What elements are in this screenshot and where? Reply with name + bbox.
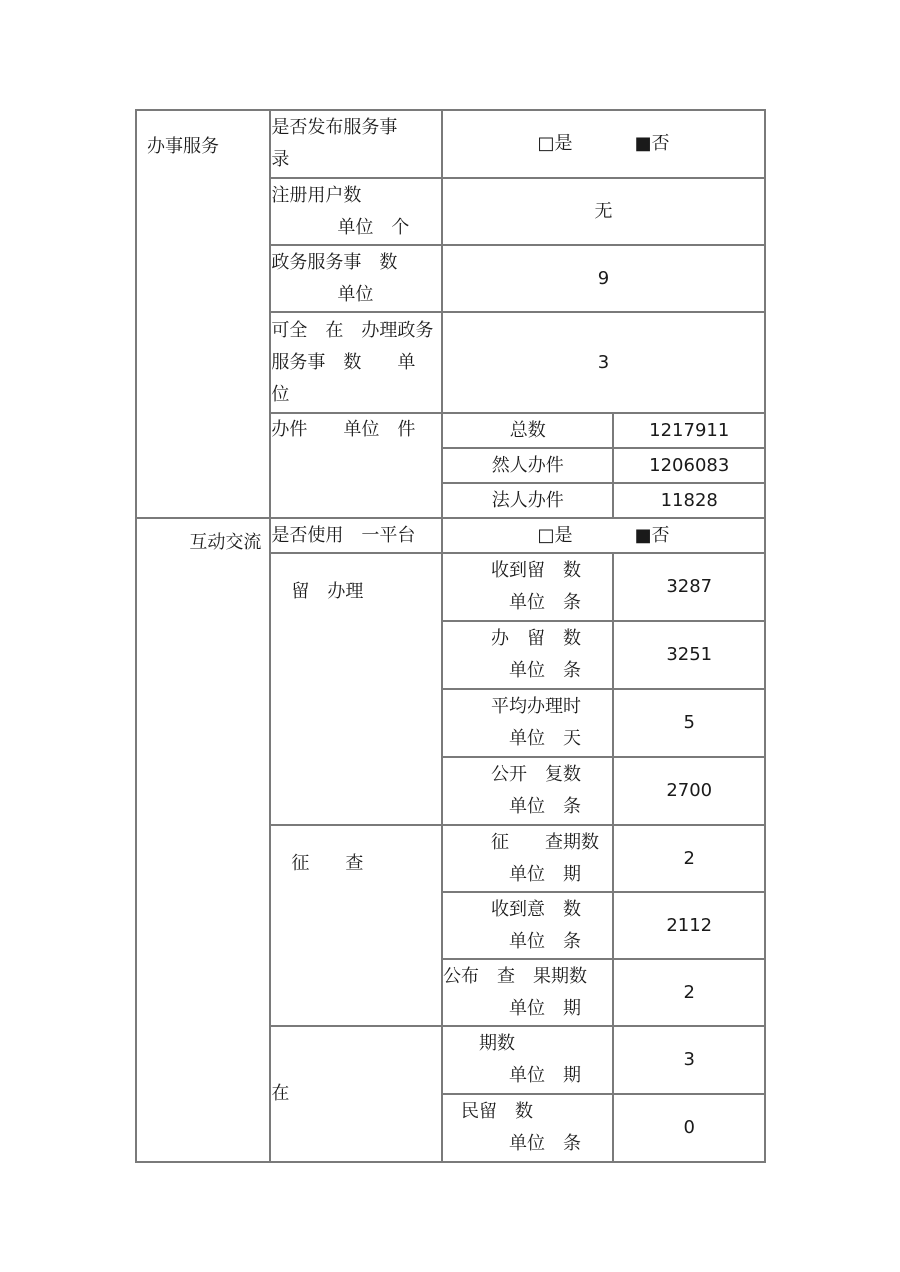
service-items-label — [270, 245, 442, 312]
label-unit: 单位 期 — [508, 1065, 581, 1086]
label-line: 注册用户数 — [271, 184, 362, 206]
label-line: 征 查期数 — [490, 831, 599, 853]
survey-row-label — [442, 959, 614, 1026]
messages-row-label — [442, 621, 614, 689]
messages-row-value: 3287 — [613, 553, 765, 621]
online-row-value: 3 — [613, 1026, 765, 1094]
messages-row-value: 2700 — [613, 757, 765, 825]
online-items-label — [270, 312, 442, 413]
label-line: 公开 复数 — [490, 764, 581, 785]
yes-checkbox[interactable]: □是 — [537, 133, 573, 154]
label-unit: 单位 期 — [508, 863, 581, 885]
survey-row-value: 2112 — [613, 892, 765, 959]
survey-row-value: 2 — [613, 959, 765, 1026]
messages-row-value: 5 — [613, 689, 765, 757]
survey-row-label — [442, 892, 614, 959]
label-unit: 单位 期 — [508, 997, 581, 1019]
report-table — [135, 109, 766, 1163]
yes-checkbox[interactable]: □是 — [537, 524, 573, 546]
cases-row-value: 1217911 — [613, 413, 765, 448]
label-line: 录 — [271, 149, 290, 170]
messages-label: 留 办理 — [270, 553, 442, 825]
messages-row-label — [442, 689, 614, 757]
category-service-label: 办事服务 — [147, 136, 219, 157]
survey-row-value: 2 — [613, 825, 765, 892]
label-line: 期数 — [478, 1033, 515, 1054]
label-unit: 单位 条 — [508, 660, 581, 681]
publish-catalog-value — [442, 110, 765, 178]
survey-label: 征 查 — [270, 825, 442, 1026]
label-line: 政务服务事 数 — [271, 251, 398, 273]
category-interaction — [136, 518, 270, 1162]
unified-platform-label: 是否使用 一平台 — [270, 518, 442, 553]
cases-row-name: 然人办件 — [442, 448, 614, 483]
cases-row-name: 总数 — [442, 413, 614, 448]
label-line: 是否发布服务事 — [271, 117, 398, 138]
registered-users-value: 无 — [442, 178, 765, 245]
label-line: 收到留 数 — [490, 560, 581, 581]
label-line: 可全 在 办理政务 — [271, 319, 434, 341]
survey-row-label — [442, 825, 614, 892]
registered-users-label — [270, 178, 442, 245]
label-unit: 单位 — [337, 283, 374, 305]
label-unit: 单位 个 — [337, 216, 410, 238]
cases-row-name: 法人办件 — [442, 483, 614, 518]
online-row-label — [442, 1026, 614, 1094]
label-unit: 单位 条 — [508, 1133, 581, 1154]
service-items-value: 9 — [442, 245, 765, 312]
label-line: 位 — [271, 383, 290, 405]
unified-platform-value — [442, 518, 765, 553]
messages-row-label — [442, 553, 614, 621]
messages-row-value: 3251 — [613, 621, 765, 689]
no-checkbox[interactable]: ■否 — [634, 133, 670, 154]
cases-label: 办件 单位 件 — [270, 413, 442, 518]
online-label: 在 — [270, 1026, 442, 1162]
cases-row-value: 11828 — [613, 483, 765, 518]
label-unit: 单位 条 — [508, 592, 581, 613]
label-line: 服务事 数 单 — [271, 351, 416, 373]
label-line: 民留 数 — [460, 1101, 533, 1122]
cases-row-value: 1206083 — [613, 448, 765, 483]
label-unit: 单位 条 — [508, 796, 581, 817]
label-line: 公布 查 果期数 — [442, 965, 587, 987]
label-line: 办 留 数 — [490, 628, 581, 649]
publish-catalog-label — [270, 110, 442, 178]
category-service — [136, 110, 270, 518]
online-items-value: 3 — [442, 312, 765, 413]
no-checkbox[interactable]: ■否 — [634, 524, 670, 546]
label-line: 收到意 数 — [490, 898, 581, 920]
label-line: 平均办理时 — [490, 696, 581, 717]
messages-row-label — [442, 757, 614, 825]
label-unit: 单位 条 — [508, 930, 581, 952]
online-row-label — [442, 1094, 614, 1162]
online-row-value: 0 — [613, 1094, 765, 1162]
category-interaction-label: 互动交流 — [189, 532, 262, 553]
label-unit: 单位 天 — [508, 728, 581, 749]
